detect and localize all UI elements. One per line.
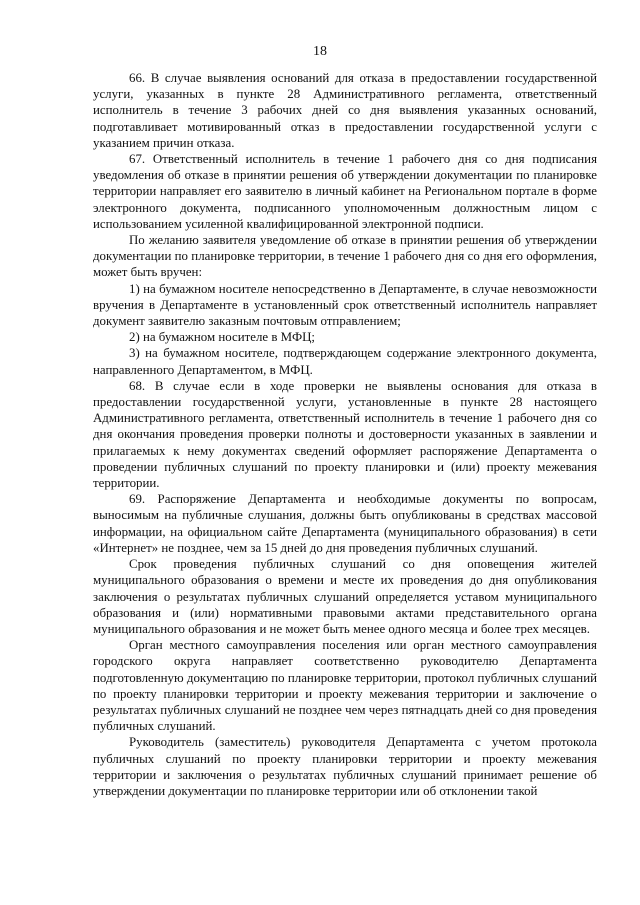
- paragraph-66: 66. В случае выявления оснований для отказа в предоставлении государственной услуги, указанных в пункте 28 Административного регламента, ответственный исполнитель в течение 3 рабочих дней со дня выявления указанных оснований, подготавливает мотивированный отказ в предоставлении государственной услуги с указанием причин отказа.: [93, 71, 597, 150]
- paragraph-delivery-options: По желанию заявителя уведомление об отказе в принятии решения об утверждении документации по планировке территории, в течение 1 рабочего дня со дня его оформления, может быть вручен:: [93, 233, 597, 280]
- paragraph-67: 67. Ответственный исполнитель в течение 1 рабочего дня со дня подписания уведомления об отказе в принятии решения об утверждении документации по планировке территории направляет его заявителю в личный кабинет на Региональном портале в форме электронного документа, подписанного уполномоченным должностным лицом с использованием усиленной квалифицированной электронной подписи.: [93, 152, 597, 231]
- list-item-2: 2) на бумажном носителе в МФЦ;: [129, 330, 316, 345]
- page-number: 18: [313, 44, 327, 59]
- paragraph-69: 69. Распоряжение Департамента и необходимые документы по вопросам, выносимым на публичные слушания, должны быть опубликованы в средствах массовой информации, на официальном сайте Департамента (муниципального образования) в сети «Интернет» не позднее, чем за 15 дней до дня проведения публичных слушаний.: [93, 492, 597, 555]
- paragraph-local-authority: Орган местного самоуправления поселения или орган местного самоуправления городского округа направляет соответственно руководителю Департамента подготовленную документацию по планировке территории, протокол публичных слушаний по проекту планировки территории и проекту межевания территории и заключение о результатах публичных слушаний не позднее чем через пятнадцать дней со дня проведения публичных слушаний.: [93, 638, 597, 734]
- paragraph-68: 68. В случае если в ходе проверки не выявлены основания для отказа в предоставлении государственной услуги, установленные в пункте 28 настоящего Административного регламента, ответственный исполнитель в течение 1 рабочего дня со дня окончания проведения проверки полноты и достоверности указанных в заявлении и прилагаемых к нему документах сведений оформляет распоряжение Департамента о проведении публичных слушаний по проекту планировки и (или) проекту межевания территории.: [93, 378, 597, 491]
- paragraph-head-decision: Руководитель (заместитель) руководителя Департамента с учетом протокола публичных слушаний по проекту планировки территории и проекту межевания территории и заключения о результатах публичных слушаний принимает решение об утверждении документации по планировке территории или об отклонении такой: [93, 735, 597, 798]
- list-item-3: 3) на бумажном носителе, подтверждающем содержание электронного документа, направленного Департаментом, в МФЦ.: [93, 346, 597, 377]
- document-body: [93, 70, 597, 799]
- list-item-1: 1) на бумажном носителе непосредственно в Департаменте, в случае невозможности вручения в Департаменте в установленный срок ответственный исполнитель направляет документ заявителю заказным почтовым отправлением;: [93, 281, 597, 329]
- paragraph-hearing-term: Срок проведения публичных слушаний со дня оповещения жителей муниципального образования о времени и месте их проведения до дня опубликования заключения о результатах публичных слушаний определяется уставом муниципального образования и (или) нормативными правовыми актами представительного органа муниципального образования и не может быть менее одного месяца и более трех месяцев.: [93, 557, 597, 636]
